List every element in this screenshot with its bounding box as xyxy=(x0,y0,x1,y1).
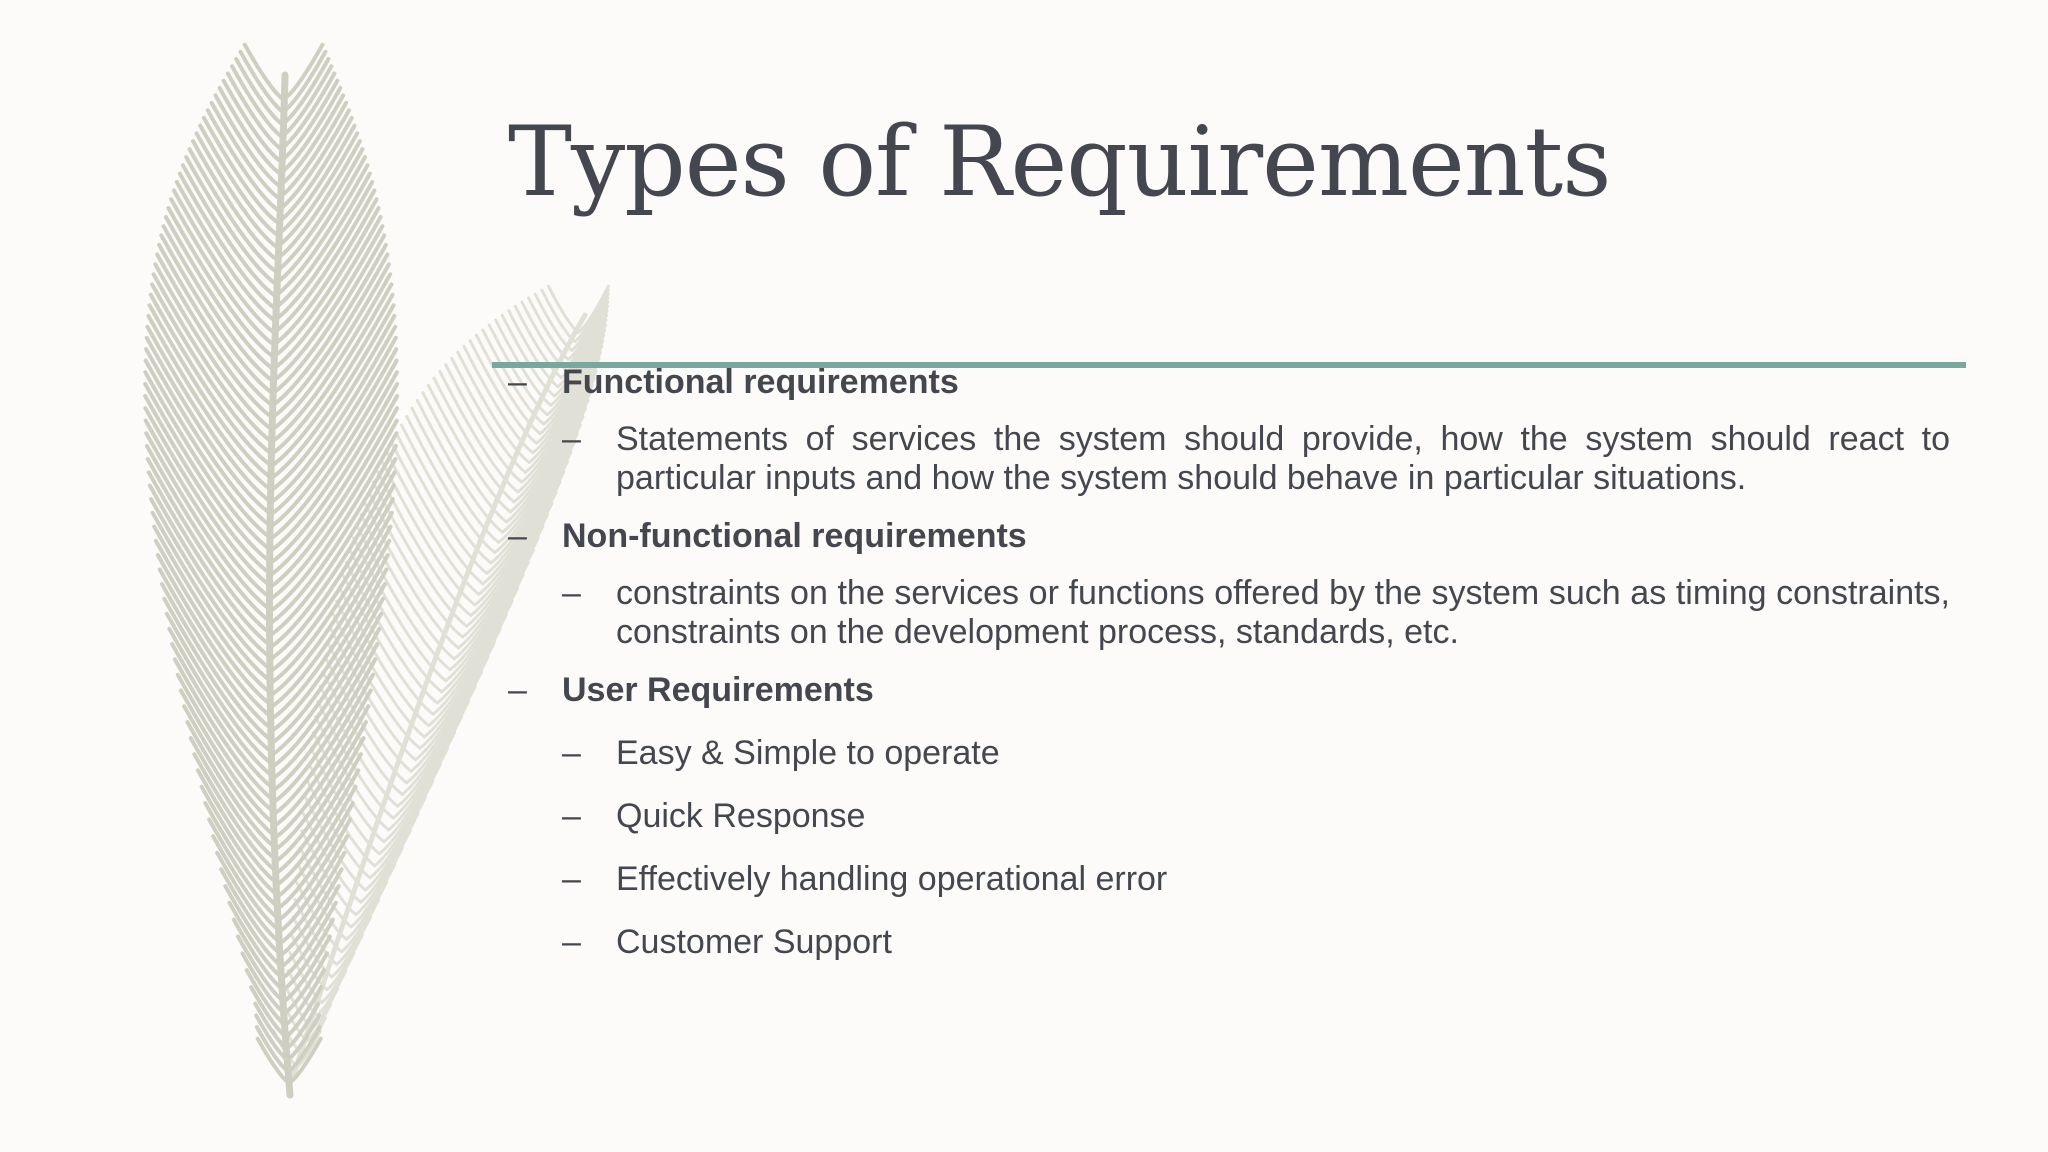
section-heading-user xyxy=(508,670,1950,710)
bullet-dash: – xyxy=(562,860,581,898)
bullet-dash: – xyxy=(562,797,581,835)
list-item xyxy=(508,420,1950,498)
section-heading-text: Non-functional requirements xyxy=(562,517,1027,555)
list-item xyxy=(508,923,1950,962)
list-item-text: Easy & Simple to operate xyxy=(616,734,1000,772)
list-item xyxy=(508,734,1950,773)
bullet-dash: – xyxy=(562,420,581,458)
section-heading-functional xyxy=(508,362,1950,402)
list-item xyxy=(508,574,1950,652)
bullet-dash: – xyxy=(508,517,527,555)
bullet-dash: – xyxy=(508,671,527,709)
section-heading-non-functional xyxy=(508,516,1950,556)
slide-body xyxy=(508,362,1950,962)
list-item xyxy=(508,797,1950,836)
bullet-dash: – xyxy=(562,574,581,612)
requirements-list xyxy=(508,362,1950,962)
bullet-dash: – xyxy=(508,363,527,401)
bullet-dash: – xyxy=(562,923,581,961)
list-item-text: constraints on the services or functions offered by the system such as timing constraints, constraints on the development process, standards, etc. xyxy=(616,574,1950,651)
list-item-text: Effectively handling operational error xyxy=(616,860,1168,898)
list-item-text: Customer Support xyxy=(616,923,892,961)
list-item-text: Statements of services the system should provide, how the system should react to particular inputs and how the system should behave in particular situations. xyxy=(616,420,1950,497)
list-item-text: Quick Response xyxy=(616,797,866,835)
slide-title: Types of Requirements xyxy=(508,106,1611,218)
bullet-dash: – xyxy=(562,734,581,772)
section-heading-text: User Requirements xyxy=(562,671,874,709)
list-item xyxy=(508,860,1950,899)
section-heading-text: Functional requirements xyxy=(562,363,959,401)
